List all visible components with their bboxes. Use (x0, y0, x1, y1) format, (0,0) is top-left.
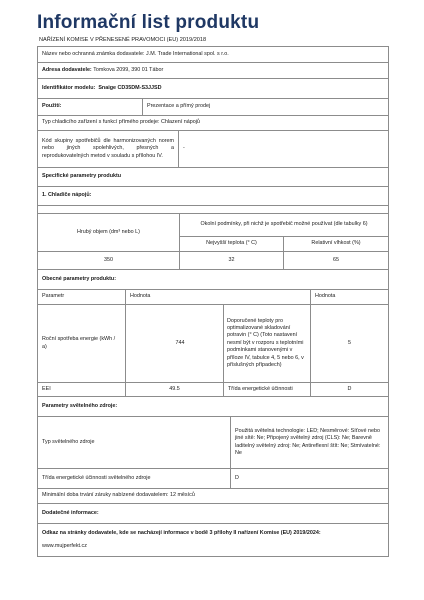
additional-heading-row (38, 504, 388, 524)
energy-class-value: D (310, 383, 388, 396)
ambient-conditions-label: Okolní podmínky, při nichž je spotřebič možné používat (dle tabulky 6) (179, 214, 388, 237)
consumption-label: Roční spotřeba energie (kWh / a) (42, 336, 116, 350)
specific-heading-row (38, 168, 388, 187)
usage-label: Použití: (42, 103, 62, 110)
general-heading: Obecné parametry produktu: (42, 275, 116, 282)
spacer-row (38, 206, 388, 214)
max-temp-value: 32 (179, 252, 283, 269)
supplier-name-value: J.M. Trade International spol. s r.o. (146, 50, 229, 57)
eei-label: EEI (42, 385, 51, 392)
supplier-name-label: Název nebo ochranná známka dodavatele: (42, 50, 145, 57)
light-class-value: D (230, 469, 388, 488)
light-class-row (38, 469, 388, 489)
page-title: Informační list produktu (37, 12, 260, 33)
supplier-link-row (38, 524, 388, 556)
device-type-row (38, 116, 388, 131)
value-column-header: Hodnota (125, 290, 310, 304)
value-column-header-2: Hodnota (310, 290, 388, 304)
energy-consumption-row (38, 305, 388, 383)
humidity-label: Relativní vlhkost (%) (283, 237, 388, 251)
lighting-heading: Parametry světelného zdroje: (42, 402, 118, 409)
gross-volume-label: Hrubý objem (dm³ nebo L) (77, 228, 140, 235)
supplier-address-value: Tomkova 2099, 390 01 Tábor (93, 66, 164, 73)
additional-heading: Dodatečné informace: (42, 509, 99, 516)
lighting-heading-row (38, 397, 388, 417)
supplier-name-row (38, 47, 388, 63)
light-source-row (38, 417, 388, 469)
model-value: Snaige CD35DM-S3JJSD (98, 84, 162, 91)
model-row (38, 79, 388, 99)
usage-row (38, 99, 388, 116)
supplier-address-row (38, 63, 388, 79)
eei-row (38, 383, 388, 397)
specific-heading: Specifické parametry produktu (42, 173, 122, 180)
warranty-text: Minimální doba trvání záruky nabízené dodavatelem: 12 měsíců (42, 492, 195, 499)
section-1-heading: 1. Chladiče nápojů: (42, 192, 92, 199)
usage-value: Prezentace a přímý prodej (142, 99, 388, 115)
regulation-subtitle: NAŘÍZENÍ KOMISE V PŘENESENÉ PRAVOMOCI (EU) 2019/2018 (39, 37, 207, 43)
cooler-values-row (38, 252, 388, 270)
section-1-row (38, 187, 388, 206)
group-code-row (38, 131, 388, 168)
light-source-type-label: Typ světelného zdroje (42, 438, 95, 445)
energy-class-label: Třída energetické účinnosti (223, 383, 310, 396)
recommended-temp-value: 5 (310, 305, 388, 382)
light-source-type-value: Použitá světelná technologie: LED; Nesměrové: Síťové nebo jiné sítě: Ne; Připojený světelný zdroj (CLS): Ne; Barevně laditelný světelný zdroj: Ne; Antireflexní štít: Ne; Stmívatelné: Ne (230, 417, 388, 468)
humidity-value: 65 (283, 252, 388, 269)
model-label: Identifikátor modelu: (42, 84, 96, 91)
supplier-link-label: Odkaz na stránky dodavatele, kde se nacházejí informace v bodě 3 přílohy II nařízení Komise (EU) 2019/2024: (42, 530, 321, 536)
supplier-website-link[interactable]: www.mujperfekt.cz (42, 543, 87, 549)
max-temp-label: Nejvyšší teplota (° C) (179, 237, 283, 251)
general-heading-row (38, 270, 388, 290)
cooler-header-row (38, 214, 388, 252)
param-column-header: Parametr (42, 293, 65, 300)
group-code-value: - (178, 131, 388, 167)
device-type-label: Typ chladicího zařízení s funkcí přímého prodeje: (42, 119, 160, 126)
warranty-row (38, 489, 388, 504)
eei-value: 49.5 (125, 383, 223, 396)
consumption-value: 744 (125, 305, 310, 382)
gross-volume-value: 350 (104, 256, 113, 263)
device-type-value: Chlazení nápojů (160, 119, 200, 126)
info-table (37, 46, 389, 557)
general-columns-row (38, 290, 388, 305)
recommended-temp-label: Doporučené teploty pro optimalizované skladování potravin (° C) (Toto nastavení nesmí být v rozporu s teplotními podmínkami stanovenými v příloze IV, tabulce 4, 5 nebo 6, v příslušných případech) (223, 305, 310, 382)
group-code-label: Kód skupiny spotřebičů dle harmonizovaných norem nebo jiných spolehlivých, přesných a reprodukovatelných metod v souladu s přílohou IV. (42, 137, 174, 159)
light-class-label: Třída energetické účinnosti světelného zdroje (42, 474, 151, 481)
supplier-address-label: Adresa dodavatele: (42, 66, 92, 73)
